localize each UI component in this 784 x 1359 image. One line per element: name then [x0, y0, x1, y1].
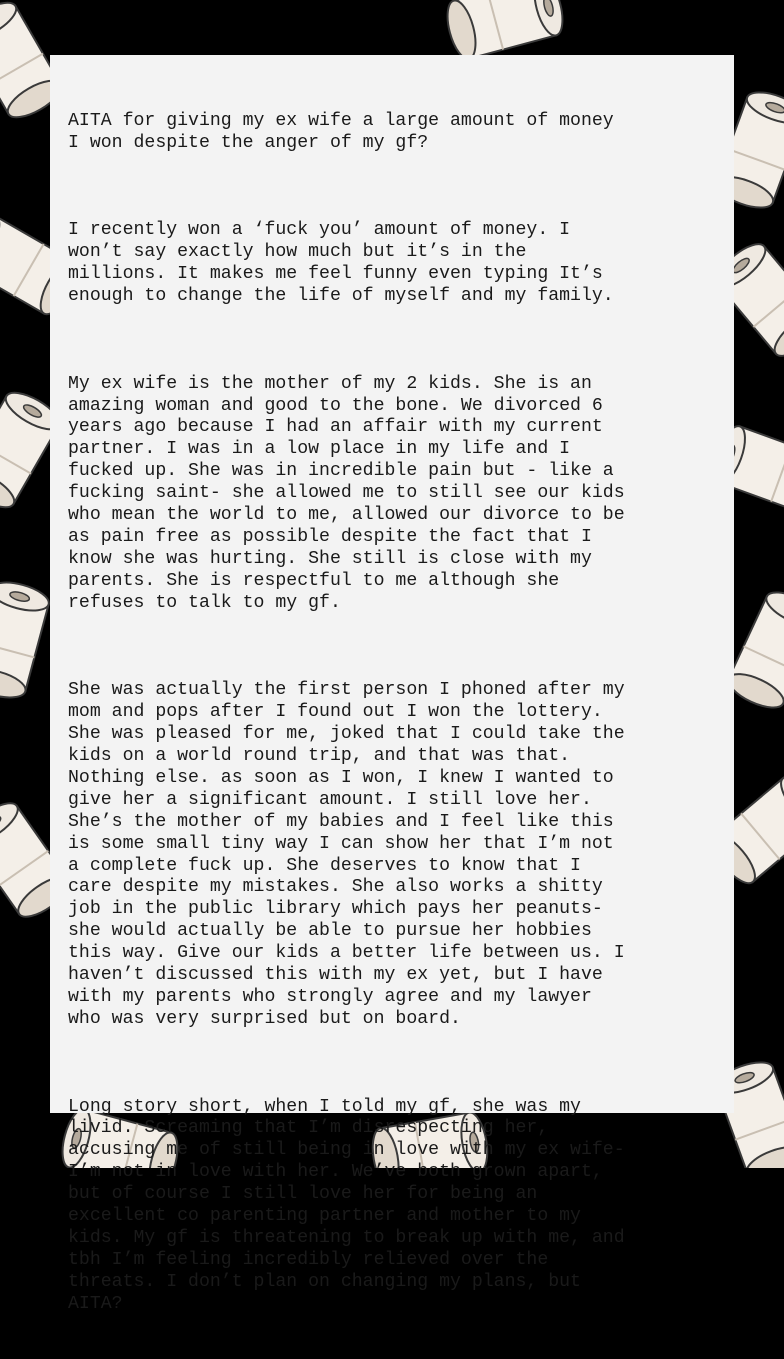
post-paragraph: I recently won a ‘fuck you’ amount of money. I won’t say exactly how much but it’s in the millions. It makes me feel funny even typing It’s enough to change the life of myself and my family.: [68, 220, 614, 307]
post-card: [50, 55, 734, 1314]
post-body: [68, 67, 728, 1359]
post-paragraph: Long story short, when I told my gf, she was my livid. Screaming that I’m disrespecting her, accusing me of still being in love with my ex wife- I’m not in love with her. We’ve both grown apart, but of course I still love her for being an excellent co parenting partner and mother to my kids. My gf is threatening to break up with me, and tbh I’m feeling incredibly relieved over the threats. I don’t plan on changing my plans, but AITA?: [68, 1096, 625, 1314]
post-paragraph: My ex wife is the mother of my 2 kids. She is an amazing woman and good to the bone. We divorced 6 years ago because I had an affair with my current partner. I was in a low place in my life and I fucked up. She was in incredible pain but - like a fucking saint- she allowed me to still see our kids who mean the world to me, allowed our divorce to be as pain free as possible despite the fact that I know she was hurting. She still is close with my parents. She is respectful to me although she refuses to talk to my gf.: [68, 373, 625, 613]
post-title: AITA for giving my ex wife a large amount of money I won despite the anger of my gf?: [68, 110, 614, 153]
post-paragraph: She was actually the first person I phoned after my mom and pops after I found out I won the lottery. She was pleased for me, joked that I could take the kids on a world round trip, and that was that. Nothing else. as soon as I won, I knew I wanted to give her a significant amount. I still love her. She’s the mother of my babies and I feel like this is some small tiny way I can show her that I’m not a complete fuck up. She deserves to know that I care despite my mistakes. She also works a shitty job in the public library which pays her peanuts- she would actually be able to pursue her hobbies this way. Give our kids a better life between us. I haven’t discussed this with my ex yet, but I have with my parents who strongly agree and my lawyer who was very surprised but on board.: [68, 680, 625, 1029]
